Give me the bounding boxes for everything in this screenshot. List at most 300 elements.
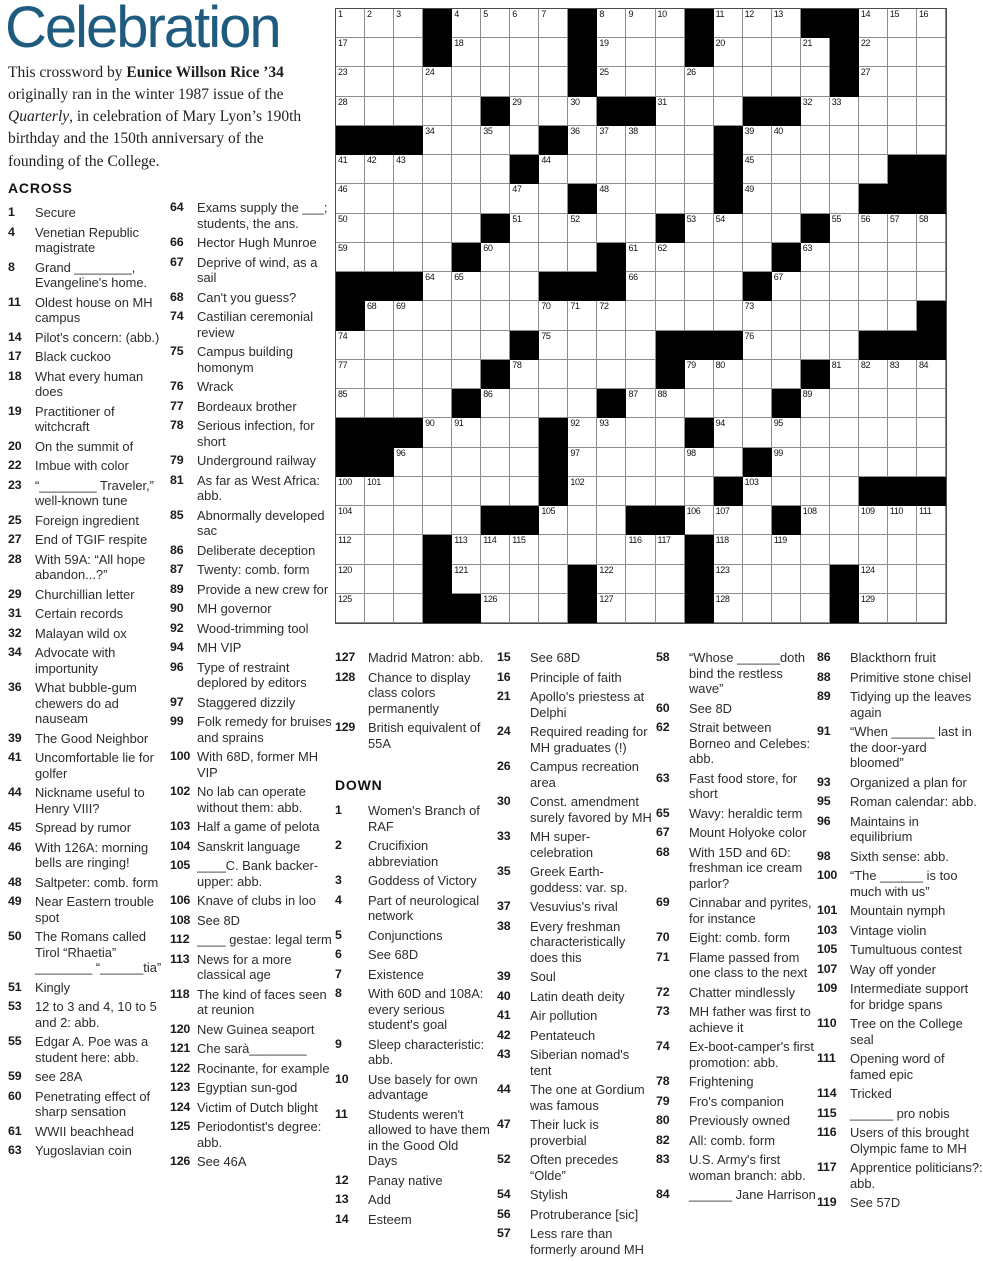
grid-cell: [626, 360, 655, 389]
clue-text: British equivalent of 55A: [368, 720, 481, 751]
grid-cell-number: 112: [338, 535, 352, 546]
clue-item: [497, 724, 652, 755]
clue-number: 27: [8, 532, 22, 546]
grid-cell-number: 65: [454, 272, 464, 283]
grid-cell: [888, 243, 917, 272]
grid-cell-number: 47: [512, 184, 522, 195]
clue-text: Periodontist's degree: abb.: [197, 1119, 322, 1150]
clue-item: [170, 255, 333, 286]
grid-cell-number: 42: [367, 155, 377, 166]
grid-cell: [365, 9, 394, 38]
grid-black-cell: [597, 389, 626, 418]
grid-cell: [597, 448, 626, 477]
grid-cell: [772, 184, 801, 213]
grid-cell-number: 93: [599, 418, 609, 429]
grid-cell-number: 35: [483, 125, 493, 136]
grid-cell: [452, 565, 481, 594]
grid-cell: [423, 301, 452, 330]
grid-cell: [510, 389, 539, 418]
clue-number: 32: [8, 625, 22, 640]
clue-item: [497, 1008, 652, 1024]
grid-cell: [568, 301, 597, 330]
grid-cell: [772, 448, 801, 477]
grid-cell-number: 74: [338, 330, 348, 341]
grid-cell: [859, 126, 888, 155]
clue-text: Deliberate deception: [197, 542, 316, 558]
grid-cell: [452, 360, 481, 389]
clue-item: [497, 1047, 652, 1078]
clue-item: [335, 893, 491, 924]
clue-number: 4: [335, 892, 342, 907]
grid-cell: [859, 67, 888, 96]
grid-cell: [626, 67, 655, 96]
clue-item: [8, 404, 166, 435]
clue-item: [656, 825, 816, 841]
grid-cell: [656, 97, 685, 126]
grid-cell: [626, 126, 655, 155]
grid-cell-number: 54: [715, 213, 725, 224]
clue-text: Imbue with color: [35, 458, 129, 473]
grid-cell: [394, 243, 423, 272]
clue-number: 68: [656, 844, 670, 859]
clue-number: 74: [170, 309, 184, 323]
clue-number: 44: [497, 1082, 511, 1096]
grid-cell: [423, 184, 452, 213]
grid-black-cell: [772, 97, 801, 126]
grid-cell: [743, 67, 772, 96]
grid-cell-number: 114: [483, 535, 497, 546]
clue-number: 118: [170, 986, 190, 1001]
grid-cell-number: 117: [657, 535, 671, 546]
grid-cell: [801, 506, 830, 535]
clue-text: Churchillian letter: [35, 586, 135, 602]
grid-cell: [336, 565, 365, 594]
clue-text: Primitive stone chisel: [850, 669, 972, 685]
grid-cell: [830, 184, 859, 213]
grid-cell: [859, 506, 888, 535]
grid-cell: [510, 594, 539, 623]
grid-cell: [656, 594, 685, 623]
clue-item: [170, 1041, 333, 1057]
grid-black-cell: [801, 360, 830, 389]
grid-black-cell: [801, 9, 830, 38]
grid-black-cell: [597, 243, 626, 272]
clue-number: 91: [817, 724, 831, 738]
grid-black-cell: [743, 448, 772, 477]
clue-text: Venetian Republic magistrate: [35, 224, 139, 255]
grid-cell: [481, 565, 510, 594]
clue-item: [497, 1207, 652, 1223]
clue-number: 70: [656, 930, 670, 944]
clue-text: Women's Branch of RAF: [368, 803, 480, 834]
clue-item: [8, 225, 166, 256]
clue-text: Advocate with importunity: [35, 645, 116, 676]
clue-text: Esteem: [368, 1211, 412, 1227]
clue-number: 117: [817, 1160, 837, 1174]
grid-cell: [685, 477, 714, 506]
grid-cell: [714, 214, 743, 243]
intro-text-post: , in celebration of Mary Lyon’s 190th birthday and the 150th anniversary of the founding of the College.: [8, 108, 302, 170]
clue-number: 47: [497, 1117, 511, 1131]
clue-text: Frightening: [689, 1074, 754, 1089]
clue-text: Foreign ingredient: [35, 512, 139, 528]
clue-item: [170, 640, 333, 656]
grid-cell-number: 28: [338, 96, 348, 107]
clue-text: see 28A: [35, 1069, 83, 1084]
grid-cell: [714, 97, 743, 126]
clue-text: MH VIP: [197, 640, 242, 655]
across-list-2: [170, 200, 333, 1170]
grid-cell: [801, 67, 830, 96]
clue-number: 62: [656, 720, 670, 734]
grid-cell: [917, 67, 946, 96]
grid-cell-number: 23: [338, 67, 348, 78]
grid-cell: [888, 448, 917, 477]
grid-cell: [685, 243, 714, 272]
clue-item: [170, 1080, 333, 1096]
clue-item: [170, 660, 333, 691]
grid-black-cell: [336, 272, 365, 301]
bottom-clues-column-2: [497, 650, 652, 1261]
clue-text: Bordeaux brother: [197, 398, 297, 414]
clue-text: On the summit of: [35, 438, 134, 454]
grid-cell: [568, 418, 597, 447]
grid-cell: [568, 506, 597, 535]
grid-cell-number: 32: [802, 96, 812, 107]
clue-item: [170, 290, 333, 306]
grid-cell: [510, 126, 539, 155]
clue-number: 108: [170, 912, 191, 927]
clue-item: [335, 947, 491, 963]
grid-cell: [801, 272, 830, 301]
grid-cell: [336, 155, 365, 184]
clue-item: [817, 1016, 983, 1047]
grid-cell-number: 50: [338, 213, 348, 224]
grid-cell: [714, 9, 743, 38]
clue-item: [497, 1187, 652, 1203]
grid-black-cell: [510, 506, 539, 535]
grid-cell: [626, 477, 655, 506]
clue-item: [170, 508, 333, 539]
clue-number: 1: [8, 205, 15, 219]
clue-text: Abnormally developed sac: [197, 507, 325, 538]
clue-text: Principle of faith: [530, 669, 622, 685]
clue-item: [170, 858, 333, 889]
clue-number: 99: [170, 714, 184, 728]
clue-number: 112: [170, 932, 190, 946]
grid-cell: [481, 389, 510, 418]
grid-cell-number: 87: [628, 389, 638, 400]
grid-cell-number: 37: [599, 125, 609, 136]
clue-item: [170, 1119, 333, 1150]
clue-text: ____ gestae: legal term: [197, 932, 332, 947]
grid-cell: [685, 67, 714, 96]
clue-text: Part of neurological network: [368, 892, 480, 923]
grid-cell: [394, 535, 423, 564]
clue-item: [170, 399, 333, 415]
clue-number: 30: [497, 794, 511, 808]
clue-text: “________ Traveler,” well-known tune: [35, 477, 154, 508]
grid-cell-number: 125: [338, 593, 352, 604]
grid-cell: [743, 301, 772, 330]
clue-item: [170, 1022, 333, 1038]
grid-cell-number: 77: [338, 359, 348, 370]
clue-text: See 8D: [197, 912, 240, 928]
clue-text: Panay native: [368, 1172, 443, 1188]
clue-item: [656, 930, 816, 946]
grid-cell: [772, 155, 801, 184]
clue-text: Organized a plan for: [850, 774, 967, 790]
clue-item: [335, 838, 491, 869]
grid-cell: [656, 389, 685, 418]
grid-cell-number: 102: [570, 476, 585, 487]
clue-text: Saltpeter: comb. form: [35, 874, 159, 890]
grid-cell: [539, 565, 568, 594]
grid-cell-number: 83: [889, 359, 900, 370]
grid-cell: [394, 9, 423, 38]
clue-number: 64: [170, 200, 184, 214]
grid-cell: [656, 9, 685, 38]
grid-cell: [917, 360, 946, 389]
clue-item: [170, 344, 333, 375]
grid-cell: [714, 565, 743, 594]
grid-cell: [917, 272, 946, 301]
clue-number: 39: [8, 730, 22, 745]
clue-number: 38: [497, 918, 511, 933]
clue-text: Provide a new crew for: [197, 581, 329, 597]
clue-item: [335, 928, 491, 944]
clue-item: [497, 650, 652, 666]
grid-cell: [772, 67, 801, 96]
grid-black-cell: [568, 184, 597, 213]
grid-cell-number: 108: [802, 506, 817, 517]
grid-black-cell: [568, 565, 597, 594]
clue-item: [497, 899, 652, 915]
grid-cell-number: 91: [454, 418, 464, 429]
clue-text: See 57D: [850, 1195, 901, 1210]
grid-cell-number: 96: [396, 447, 406, 458]
grid-cell: [539, 506, 568, 535]
grid-cell: [888, 565, 917, 594]
grid-cell: [656, 38, 685, 67]
clue-item: [497, 794, 652, 825]
grid-cell: [452, 126, 481, 155]
grid-black-cell: [830, 565, 859, 594]
clue-number: 5: [335, 927, 342, 942]
clue-text: “Whose ______doth bind the restless wave”: [689, 650, 806, 696]
grid-cell: [597, 301, 626, 330]
clue-text: Tricked: [850, 1086, 892, 1101]
clue-text: Students weren't allowed to have them in the Good Old Days: [368, 1106, 490, 1168]
grid-cell-number: 103: [744, 476, 759, 487]
clue-text: Hector Hugh Munroe: [197, 235, 317, 250]
clue-text: Staggered dizzily: [197, 694, 296, 710]
clue-text: Latin death deity: [530, 988, 625, 1004]
clue-text: With 60D and 108A: every serious student's goal: [368, 986, 484, 1032]
grid-cell-number: 41: [338, 155, 348, 166]
clue-text: Soul: [530, 969, 556, 984]
clue-item: [817, 775, 983, 791]
clue-text: Greek Earth-goddess: var. sp.: [530, 864, 628, 895]
clue-number: 18: [8, 368, 22, 383]
grid-black-cell: [888, 477, 917, 506]
grid-cell: [568, 389, 597, 418]
grid-cell: [539, 243, 568, 272]
grid-cell: [714, 243, 743, 272]
grid-cell-number: 129: [860, 593, 875, 604]
clue-item: [8, 645, 166, 676]
grid-cell: [714, 418, 743, 447]
clue-number: 101: [817, 903, 838, 917]
grid-cell-number: 62: [657, 242, 667, 253]
grid-cell: [714, 448, 743, 477]
grid-cell: [452, 97, 481, 126]
grid-cell: [626, 301, 655, 330]
grid-cell-number: 6: [512, 9, 517, 19]
grid-cell: [597, 565, 626, 594]
clue-text: Users of this brought Olympic fame to MH: [850, 1125, 969, 1156]
grid-cell-number: 111: [918, 506, 932, 517]
clue-item: [656, 1133, 816, 1149]
grid-cell: [510, 38, 539, 67]
grid-cell: [626, 594, 655, 623]
grid-cell: [714, 389, 743, 418]
grid-cell: [859, 272, 888, 301]
clue-text: 12 to 3 and 4, 10 to 5 and 2: abb.: [35, 999, 157, 1030]
grid-cell: [830, 243, 859, 272]
grid-cell: [597, 331, 626, 360]
grid-cell: [685, 389, 714, 418]
clue-text: Crucifixion abbreviation: [368, 838, 439, 869]
clue-item: [656, 720, 816, 767]
grid-cell-number: 40: [773, 125, 783, 136]
clue-text: Penetrating effect of sharp sensation: [35, 1088, 151, 1119]
grid-black-cell: [597, 97, 626, 126]
grid-black-cell: [423, 9, 452, 38]
clue-number: 79: [170, 453, 184, 467]
grid-cell: [859, 389, 888, 418]
clue-number: 6: [335, 947, 342, 961]
grid-cell: [626, 155, 655, 184]
grid-black-cell: [859, 184, 888, 213]
clue-text: Black cuckoo: [35, 349, 111, 364]
grid-cell-number: 68: [367, 301, 377, 312]
grid-cell-number: 7: [541, 9, 546, 19]
grid-cell: [743, 360, 772, 389]
grid-cell-number: 53: [686, 213, 696, 224]
clue-item: [8, 439, 166, 455]
grid-cell: [336, 97, 365, 126]
clue-text: Grand ________, Evangeline's home.: [35, 259, 148, 290]
grid-cell-number: 89: [802, 389, 812, 400]
intro-journal: Quarterly: [8, 108, 70, 126]
grid-cell: [626, 448, 655, 477]
down-list-1: [335, 803, 491, 1227]
clue-number: 43: [497, 1047, 511, 1061]
clue-item: [170, 621, 333, 637]
grid-cell-number: 110: [889, 506, 904, 517]
across-heading: ACROSS: [8, 180, 73, 196]
clue-number: 1: [335, 803, 342, 817]
grid-cell: [888, 126, 917, 155]
clue-item: [8, 894, 166, 925]
clue-number: 42: [497, 1027, 511, 1042]
clue-text: Eight: comb. form: [689, 930, 791, 945]
clue-number: 100: [817, 868, 838, 882]
grid-black-cell: [772, 506, 801, 535]
intro-paragraph: [8, 62, 322, 173]
clue-number: 119: [817, 1195, 837, 1209]
across-list-3: [335, 650, 491, 751]
grid-cell: [539, 97, 568, 126]
grid-cell: [888, 594, 917, 623]
clue-text: Yugoslavian coin: [35, 1143, 132, 1158]
clue-item: [8, 680, 166, 727]
clue-number: 11: [8, 294, 21, 309]
clue-text: News for a more classical age: [197, 951, 292, 982]
clue-number: 104: [170, 838, 191, 853]
grid-cell: [423, 477, 452, 506]
clue-number: 19: [8, 403, 22, 418]
clue-item: [335, 1212, 491, 1228]
clue-number: 29: [8, 586, 22, 601]
clue-number: 50: [8, 929, 22, 943]
grid-cell: [394, 97, 423, 126]
grid-cell: [394, 214, 423, 243]
grid-cell-number: 126: [483, 593, 498, 604]
clue-number: 16: [497, 669, 511, 684]
grid-cell: [830, 506, 859, 535]
grid-black-cell: [336, 448, 365, 477]
grid-cell-number: 2: [367, 9, 372, 19]
grid-cell: [452, 448, 481, 477]
grid-cell: [481, 331, 510, 360]
clue-text: With 59A: “All hope abandon...?”: [35, 551, 146, 582]
grid-cell-number: 24: [425, 67, 435, 78]
clue-item: [497, 864, 652, 895]
clue-item: [8, 349, 166, 365]
clue-number: 54: [497, 1187, 511, 1201]
clue-item: [335, 1037, 491, 1068]
clue-item: [656, 985, 816, 1001]
clue-number: 115: [817, 1105, 837, 1120]
clue-text: The one at Gordium was famous: [530, 1082, 645, 1113]
intro-text-mid: originally ran in the winter 1987 issue of the: [8, 86, 284, 104]
clue-number: 58: [656, 650, 670, 664]
grid-black-cell: [481, 214, 510, 243]
clue-text: Malayan wild ox: [35, 625, 127, 641]
grid-cell-number: 12: [744, 9, 754, 19]
grid-cell: [859, 9, 888, 38]
clue-item: [817, 868, 983, 899]
grid-cell: [365, 155, 394, 184]
grid-cell-number: 11: [715, 9, 725, 19]
clue-item: [8, 785, 166, 816]
clue-item: [170, 749, 333, 780]
grid-cell-number: 10: [657, 9, 667, 19]
clue-number: 116: [817, 1125, 837, 1139]
clue-text: Can't you guess?: [197, 289, 297, 305]
grid-black-cell: [539, 126, 568, 155]
grid-cell-number: 18: [454, 38, 464, 49]
clue-number: 11: [335, 1106, 348, 1121]
clue-text: See 68D: [368, 947, 419, 962]
grid-cell: [597, 535, 626, 564]
grid-cell: [626, 214, 655, 243]
intro-author: Eunice Willson Rice ’34: [126, 64, 284, 81]
grid-cell: [656, 535, 685, 564]
clue-text: Chance to display class colors permanently: [368, 669, 471, 716]
